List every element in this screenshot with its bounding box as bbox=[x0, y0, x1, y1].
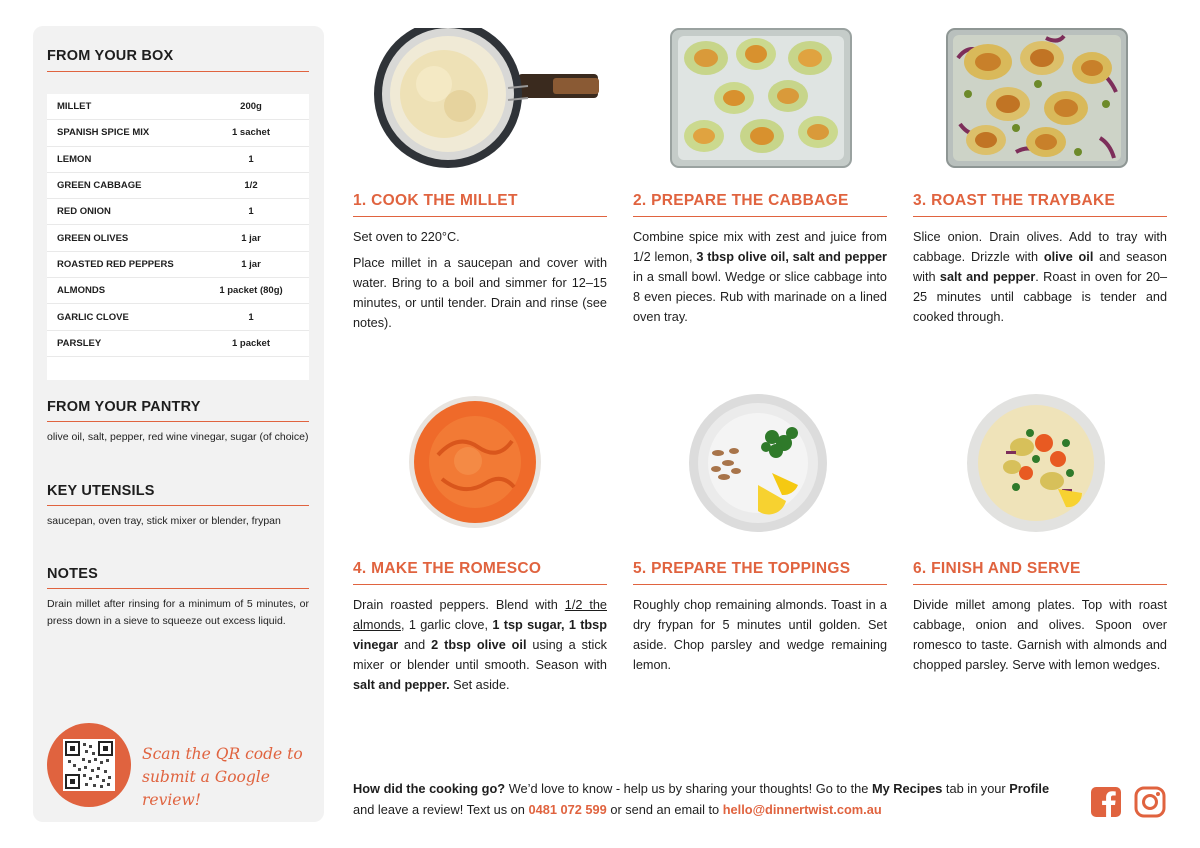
ingredient-qty: 200g bbox=[240, 101, 262, 113]
finished-dish-photo bbox=[966, 393, 1106, 533]
step-6-body bbox=[913, 595, 1167, 681]
step-3-body bbox=[913, 227, 1167, 333]
step-bold-text: olive oil bbox=[1043, 250, 1094, 264]
step-6-title: 6. FINISH AND SERVE bbox=[913, 560, 1081, 577]
ingredient-qty: 1 sachet bbox=[231, 127, 271, 139]
email-link[interactable]: hello@dinnertwist.com.au bbox=[722, 802, 882, 817]
step-text: and season with bbox=[913, 250, 1167, 284]
ingredient-name: GARLIC CLOVE bbox=[57, 311, 129, 323]
step-text: . Roast in oven for 20–25 minutes until cabbage is tender and cooked through. bbox=[913, 270, 1167, 324]
ingredient-row bbox=[47, 120, 309, 146]
qr-code-icon bbox=[63, 739, 115, 791]
qr-review-caption: Scan the QR code to submit a Google review! bbox=[142, 745, 303, 809]
phone-link[interactable]: 0481 072 599 bbox=[528, 802, 607, 817]
step-bold-text: 3 tbsp olive oil, salt and pepper bbox=[696, 250, 887, 264]
ingredient-row bbox=[47, 252, 309, 278]
step-2-body bbox=[633, 227, 887, 333]
step-text: Slice onion. Drain olives. Add to tray with cabbage. Drizzle with bbox=[913, 230, 1167, 264]
step-1-title: 1. COOK THE MILLET bbox=[353, 192, 518, 209]
step-text: in a small bowl. Wedge or slice cabbage into 8 even pieces. Rub with marinade on a lined oven tray. bbox=[633, 270, 887, 324]
ingredient-row bbox=[47, 94, 309, 120]
ingredients-sidebar bbox=[33, 26, 324, 822]
footer-question: How did the cooking go? bbox=[353, 781, 506, 796]
ingredient-row bbox=[47, 147, 309, 173]
step-rule bbox=[353, 584, 607, 585]
ingredient-qty: 1 bbox=[248, 206, 254, 218]
notes-text: Drain millet after rinsing for a minimum of 5 minutes, or press down in a sieve to squeeze out excess liquid. bbox=[47, 598, 309, 627]
step-text: Drain roasted peppers. Blend with bbox=[353, 598, 565, 612]
ingredient-qty: 1 packet bbox=[231, 337, 271, 349]
step-rule bbox=[353, 216, 607, 217]
step-2-title: 2. PREPARE THE CABBAGE bbox=[633, 192, 849, 209]
footer-text: tab in your bbox=[942, 781, 1010, 796]
heading-rule bbox=[47, 505, 309, 506]
step-bold-text: salt and pepper. bbox=[353, 678, 450, 692]
ingredient-row bbox=[47, 331, 309, 357]
ingredient-name: ROASTED RED PEPPERS bbox=[57, 258, 174, 270]
step-bold-text: 2 tbsp olive oil bbox=[431, 638, 527, 652]
step-5-body bbox=[633, 595, 887, 681]
step-6-paragraph: Divide millet among plates. Top with roast cabbage, onion and olives. Spoon over romesco to taste. Garnish with almonds and chopped parsley. Serve with lemon wedges. bbox=[913, 598, 1167, 672]
step-underlined-text: 1/2 the almonds bbox=[353, 598, 607, 632]
ingredient-name: LEMON bbox=[57, 153, 92, 165]
step-text: , 1 garlic clove, bbox=[400, 618, 493, 632]
footer-text: and leave a review! Text us on bbox=[353, 802, 529, 817]
cabbage-tray-photo bbox=[670, 28, 852, 168]
notes-heading: NOTES bbox=[47, 566, 98, 582]
ingredient-row bbox=[47, 225, 309, 251]
step-3-title: 3. ROAST THE TRAYBAKE bbox=[913, 192, 1116, 209]
romesco-bowl-photo bbox=[408, 395, 542, 529]
utensils-text: saucepan, oven tray, stick mixer or blender, frypan bbox=[47, 515, 281, 527]
feedback-footer bbox=[353, 778, 1073, 820]
step-1-paragraph: Set oven to 220°C. bbox=[353, 230, 460, 244]
ingredient-row bbox=[47, 199, 309, 225]
step-rule bbox=[913, 216, 1167, 217]
step-5-paragraph: Roughly chop remaining almonds. Toast in a dry frypan for 5 minutes until golden. Set aside. Chop parsley and wedge remaining lemon. bbox=[633, 598, 887, 672]
footer-text: or send an email to bbox=[606, 802, 723, 817]
from-your-pantry-heading: FROM YOUR PANTRY bbox=[47, 399, 201, 415]
instagram-icon[interactable] bbox=[1134, 786, 1166, 818]
ingredient-qty: 1/2 bbox=[244, 180, 258, 192]
step-bold-text: 1 tsp sugar, 1 tbsp vinegar bbox=[353, 618, 607, 652]
step-rule bbox=[633, 584, 887, 585]
key-utensils-heading: KEY UTENSILS bbox=[47, 483, 155, 499]
step-1-body bbox=[353, 227, 607, 339]
ingredient-qty: 1 bbox=[248, 311, 254, 323]
ingredient-qty: 1 packet (80g) bbox=[219, 285, 283, 297]
traybake-photo bbox=[946, 28, 1128, 168]
millet-in-sieve-photo bbox=[368, 28, 604, 170]
step-rule bbox=[633, 216, 887, 217]
ingredient-row bbox=[47, 173, 309, 199]
step-rule bbox=[913, 584, 1167, 585]
heading-rule bbox=[47, 421, 309, 422]
step-text: using a stick mixer or blender until smooth. Season with bbox=[353, 638, 608, 672]
ingredient-qty: 1 jar bbox=[241, 232, 261, 244]
step-text: and bbox=[398, 638, 432, 652]
footer-text: We’d love to know - help us by sharing your thoughts! Go to the bbox=[505, 781, 872, 796]
my-recipes-label: My Recipes bbox=[871, 781, 943, 796]
ingredient-name: PARSLEY bbox=[57, 337, 102, 349]
ingredients-table bbox=[47, 94, 309, 380]
ingredient-name: SPANISH SPICE MIX bbox=[57, 127, 150, 139]
profile-label: Profile bbox=[1009, 781, 1050, 796]
step-text: Set aside. bbox=[449, 678, 510, 692]
ingredient-row bbox=[47, 278, 309, 304]
pantry-text: olive oil, salt, pepper, red wine vinegar, sugar (of choice) bbox=[47, 431, 309, 443]
ingredient-name: MILLET bbox=[57, 101, 92, 113]
ingredient-name: GREEN CABBAGE bbox=[57, 180, 142, 192]
step-5-title: 5. PREPARE THE TOPPINGS bbox=[633, 560, 851, 577]
ingredient-row bbox=[47, 304, 309, 330]
step-4-title: 4. MAKE THE ROMESCO bbox=[353, 560, 542, 577]
ingredient-name: RED ONION bbox=[57, 206, 111, 218]
ingredient-name: GREEN OLIVES bbox=[57, 232, 129, 244]
step-1-paragraph: Place millet in a saucepan and cover with water. Bring to a boil and simmer for 12–15 minutes, or until tender. Drain and rinse (see notes). bbox=[353, 256, 607, 330]
from-your-box-heading: FROM YOUR BOX bbox=[47, 48, 174, 64]
facebook-icon[interactable] bbox=[1090, 786, 1122, 818]
step-4-body bbox=[353, 595, 607, 701]
qr-code-badge[interactable] bbox=[47, 723, 131, 807]
heading-rule bbox=[47, 71, 309, 72]
ingredient-qty: 1 jar bbox=[241, 258, 261, 270]
ingredient-qty: 1 bbox=[248, 153, 254, 165]
step-text: Combine spice mix with zest and juice from 1/2 lemon, bbox=[633, 230, 887, 264]
heading-rule bbox=[47, 588, 309, 589]
toppings-plate-photo bbox=[688, 393, 828, 533]
step-bold-text: salt and pepper bbox=[939, 270, 1036, 284]
ingredient-name: ALMONDS bbox=[57, 285, 106, 297]
